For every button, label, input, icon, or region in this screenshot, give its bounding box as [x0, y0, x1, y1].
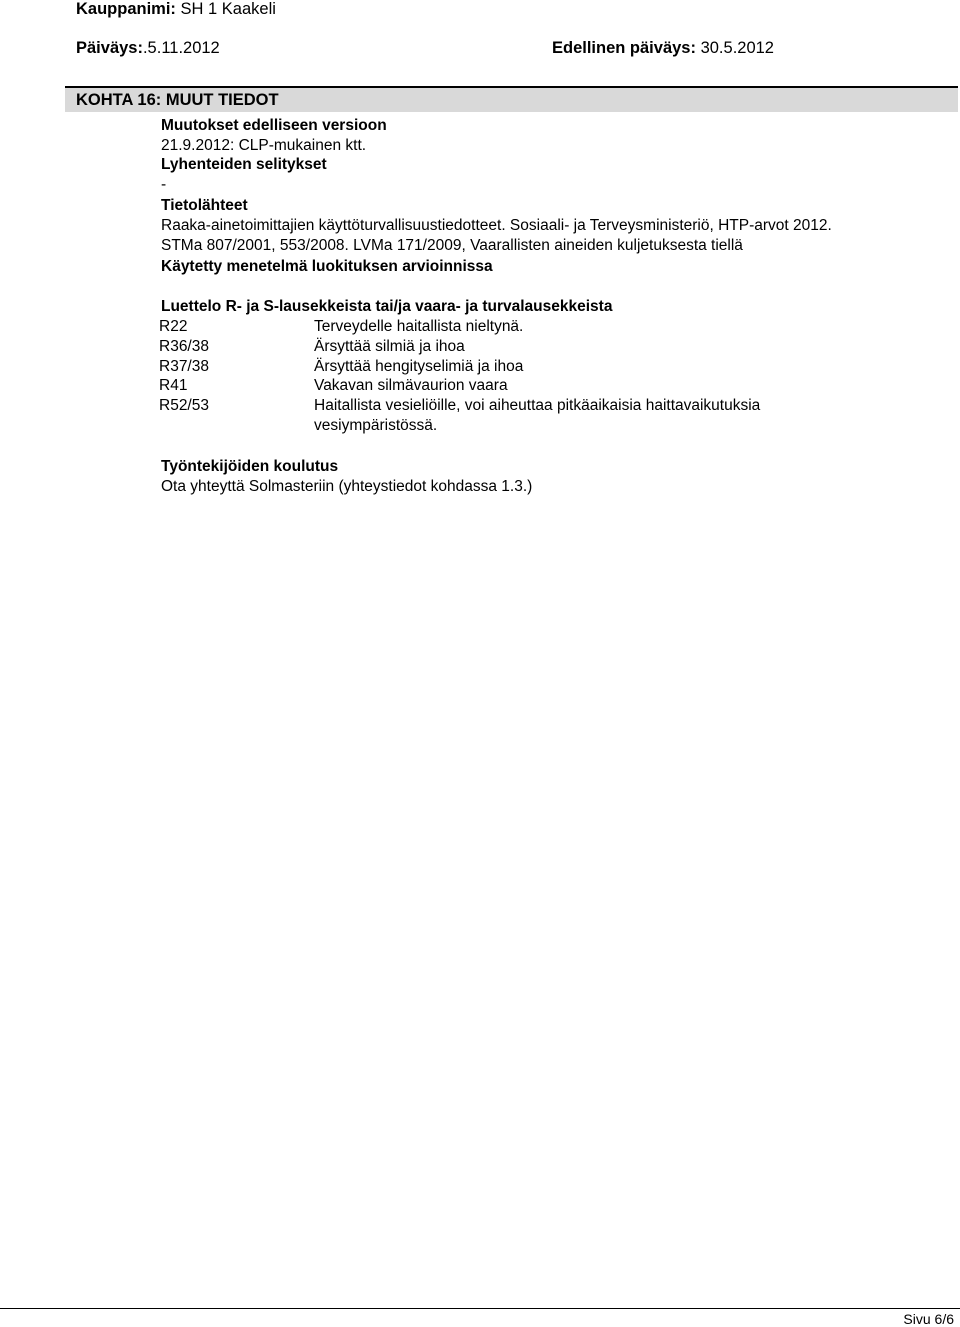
- phrase-text: Ärsyttää hengityselimiä ja ihoa: [314, 358, 524, 375]
- trade-name-header: [76, 0, 276, 19]
- trade-name-label: Kauppanimi:: [76, 0, 176, 18]
- sources-heading: Tietolähteet: [161, 197, 248, 214]
- phrase-code: R52/53: [159, 397, 209, 414]
- previous-date-label: Edellinen päiväys:: [552, 39, 696, 57]
- phrase-code: R37/38: [159, 358, 209, 375]
- footer-rule: [0, 1308, 960, 1309]
- training-heading: Työntekijöiden koulutus: [161, 458, 339, 475]
- previous-date-value: 30.5.2012: [700, 39, 774, 57]
- date-value: .5.11.2012: [142, 39, 220, 57]
- phrase-text: Ärsyttää silmiä ja ihoa: [314, 338, 465, 355]
- sources-line-1: Raaka-ainetoimittajien käyttöturvallisuustiedotteet. Sosiaali- ja Terveysministeriö, HTP-arvot 2012.: [161, 217, 832, 234]
- phrases-heading: Luettelo R- ja S-lausekkeista tai/ja vaara- ja turvalausekkeista: [161, 298, 613, 315]
- date-header: [76, 39, 220, 58]
- phrase-text: Terveydelle haitallista nieltynä.: [314, 318, 524, 335]
- phrase-text: Haitallista vesieliöille, voi aiheuttaa pitkäaikaisia haittavaikutuksia: [314, 397, 761, 414]
- sources-line-2: STMa 807/2001, 553/2008. LVMa 171/2009, Vaarallisten aineiden kuljetuksesta tiellä: [161, 237, 743, 254]
- phrase-code: R41: [159, 377, 188, 394]
- phrase-text: Vakavan silmävaurion vaara: [314, 377, 508, 394]
- phrase-text-continuation: vesiympäristössä.: [314, 417, 438, 434]
- abbreviations-text: -: [161, 176, 167, 193]
- changes-heading: Muutokset edelliseen versioon: [161, 117, 387, 134]
- trade-name-value: SH 1 Kaakeli: [180, 0, 276, 18]
- phrase-code: R22: [159, 318, 188, 335]
- page-number: Sivu 6/6: [903, 1311, 954, 1327]
- phrase-code: R36/38: [159, 338, 209, 355]
- training-text: Ota yhteyttä Solmasteriin (yhteystiedot kohdassa 1.3.): [161, 478, 533, 495]
- method-heading: Käytetty menetelmä luokituksen arvioinnissa: [161, 258, 493, 275]
- abbreviations-heading: Lyhenteiden selitykset: [161, 156, 327, 173]
- date-label: Päiväys:: [76, 39, 143, 57]
- previous-date-header: [552, 39, 774, 58]
- changes-text: 21.9.2012: CLP-mukainen ktt.: [161, 137, 367, 154]
- section-title: KOHTA 16: MUUT TIEDOT: [76, 91, 279, 109]
